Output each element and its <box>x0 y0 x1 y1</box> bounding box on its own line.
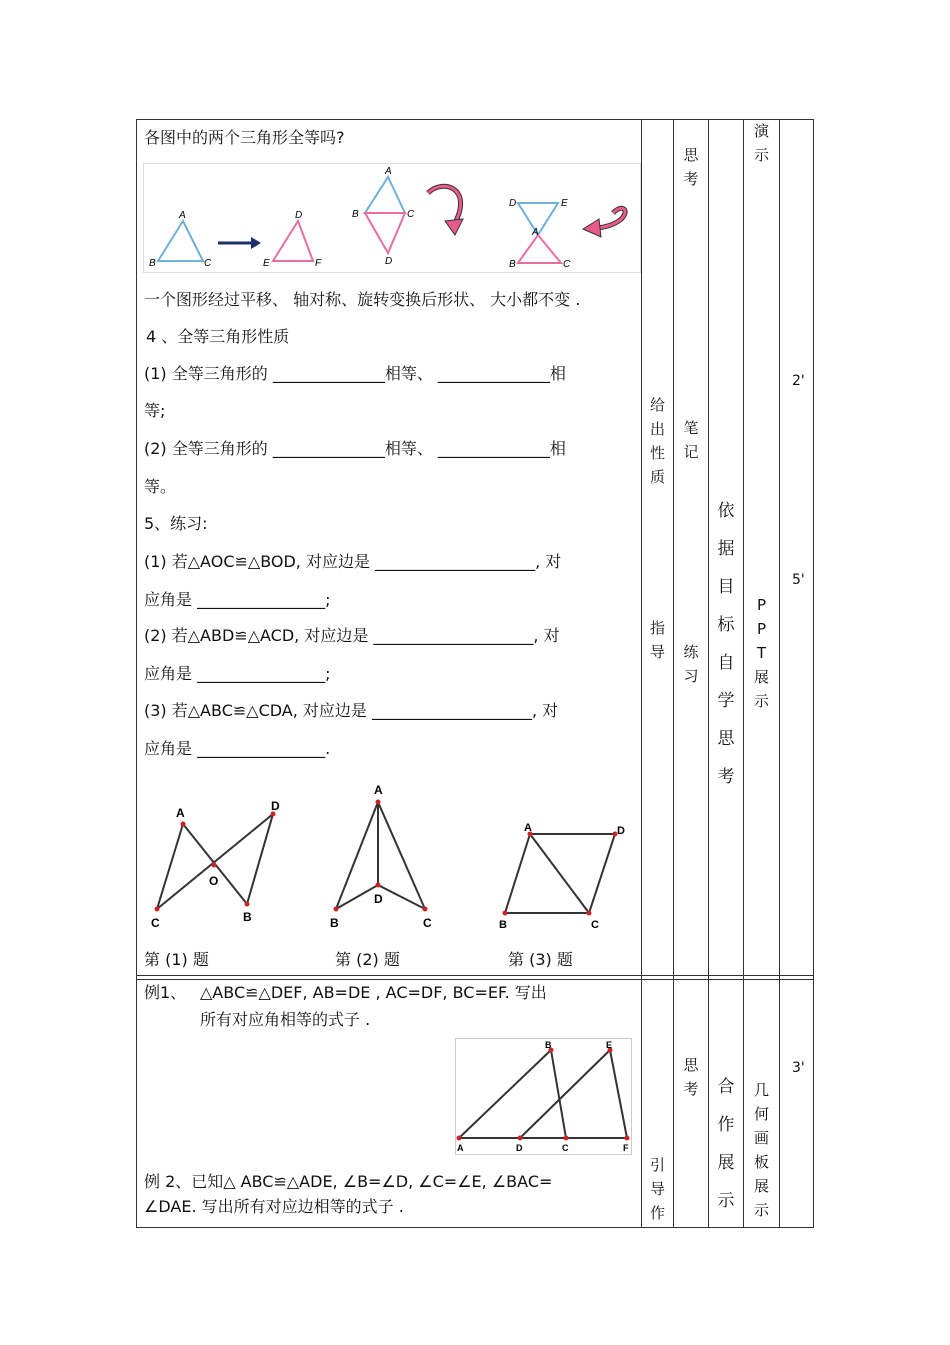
exercise-2-end: 应角是 ________________; <box>144 664 331 683</box>
fig2-label-d: D <box>374 892 383 906</box>
student-activity-practice: 练 习 <box>683 643 699 685</box>
ex-fig-label-e: E <box>606 1040 613 1050</box>
exercise-2-line: (2) 若△ABD≌△ACD, 对应边是 ____________________, 对 <box>144 626 560 645</box>
t4-label-c: C <box>563 259 571 270</box>
property-1-end: 等; <box>144 401 166 420</box>
media-geometry-sketchpad: 几 何 画 板 展 示 <box>753 1081 769 1219</box>
transformation-figure <box>143 163 641 273</box>
time-3min: 3' <box>792 1060 805 1076</box>
media-demo: 演 示 <box>753 122 769 164</box>
fig1-label-c: C <box>151 916 160 930</box>
t3-label-d: D <box>385 256 393 267</box>
t3-label-a: A <box>385 166 392 177</box>
student-activity-notes: 笔 记 <box>683 419 699 461</box>
ex-fig-label-f: F <box>623 1143 629 1153</box>
teacher-activity-give-properties: 给 出 性 质 <box>649 396 665 486</box>
exercise-1-line: (1) 若△AOC≌△BOD, 对应边是 ____________________, 对 <box>144 552 562 571</box>
fig2-label-a: A <box>374 783 383 797</box>
fig3-label-d: D <box>617 825 625 837</box>
t3-label-c: C <box>407 209 415 220</box>
teacher-activity-guide-2: 引 导 作 <box>649 1156 665 1222</box>
t2-label-e: E <box>263 258 270 269</box>
time-5min: 5' <box>792 572 805 588</box>
example-1-label: 例1、 <box>144 983 187 1002</box>
example-figure <box>455 1038 633 1156</box>
transform-sentence: 一个图形经过平移、 轴对称、旋转变换后形状、 大小都不变 . <box>144 290 581 309</box>
exercise-figures <box>143 775 638 940</box>
time-2min: 2' <box>792 373 805 389</box>
fig1-label-d: D <box>271 799 280 813</box>
fig-caption-2: 第 (2) 题 <box>335 950 400 969</box>
example-1-text-b: 所有对应角相等的式子 . <box>200 1010 371 1029</box>
property-1-line: (1) 全等三角形的 ______________相等、 ______________相 <box>144 364 566 383</box>
teacher-activity-guide: 指 导 <box>649 619 665 661</box>
ex-fig-label-d: D <box>516 1143 523 1153</box>
section5-title: 5、练习: <box>144 514 208 533</box>
t4-label-d: D <box>509 198 517 209</box>
example-2-line-1: 例 2、已知△ ABC≌△ADE, ∠B=∠D, ∠C=∠E, ∠BAC= <box>144 1172 553 1191</box>
exercise-1-end: 应角是 ________________; <box>144 590 331 609</box>
exercise-3-line: (3) 若△ABC≌△CDA, 对应边是 ____________________, 对 <box>144 701 559 720</box>
t4-label-a: A <box>532 227 539 238</box>
fig-caption-1: 第 (1) 题 <box>144 950 209 969</box>
student-activity-think: 思 考 <box>683 146 699 188</box>
design-intent-self-study: 依 据 目 标 自 学 思 考 <box>717 501 735 787</box>
t1-label-a: A <box>179 210 186 221</box>
t2-label-f: F <box>315 258 322 269</box>
fig2-label-c: C <box>423 916 432 930</box>
student-activity-think-2: 思 考 <box>683 1056 699 1098</box>
t4-label-e: E <box>561 198 568 209</box>
t2-label-d: D <box>295 210 303 221</box>
property-2-line: (2) 全等三角形的 ______________相等、 ______________相 <box>144 439 566 458</box>
fig-caption-3: 第 (3) 题 <box>508 950 573 969</box>
fig3-label-c: C <box>591 919 599 931</box>
design-intent-cooperate: 合 作 展 示 <box>717 1077 735 1211</box>
fig3-label-b: B <box>499 919 507 931</box>
ex-fig-label-c: C <box>562 1143 569 1153</box>
exercise-3-end: 应角是 ________________. <box>144 739 331 758</box>
example-2-line-2: ∠DAE. 写出所有对应边相等的式子 . <box>144 1197 404 1216</box>
media-ppt-show: P P T 展 示 <box>753 596 769 710</box>
question-text: 各图中的两个三角形全等吗? <box>144 128 345 147</box>
fig1-label-b: B <box>243 910 252 924</box>
fig2-label-b: B <box>330 916 339 930</box>
t1-label-b: B <box>149 258 156 269</box>
fig1-label-a: A <box>176 806 185 820</box>
t1-label-c: C <box>204 258 212 269</box>
fig3-label-a: A <box>524 822 532 834</box>
ex-fig-label-a: A <box>457 1143 464 1153</box>
property-2-end: 等。 <box>144 477 177 496</box>
ex-fig-label-b: B <box>545 1040 552 1050</box>
section4-title: 4 、全等三角形性质 <box>146 327 290 346</box>
t3-label-b: B <box>352 209 359 220</box>
fig1-label-o: O <box>209 874 219 888</box>
t4-label-b: B <box>509 259 516 270</box>
example-1-text-a: △ABC≌△DEF, AB=DE , AC=DF, BC=EF. 写出 <box>200 983 547 1002</box>
